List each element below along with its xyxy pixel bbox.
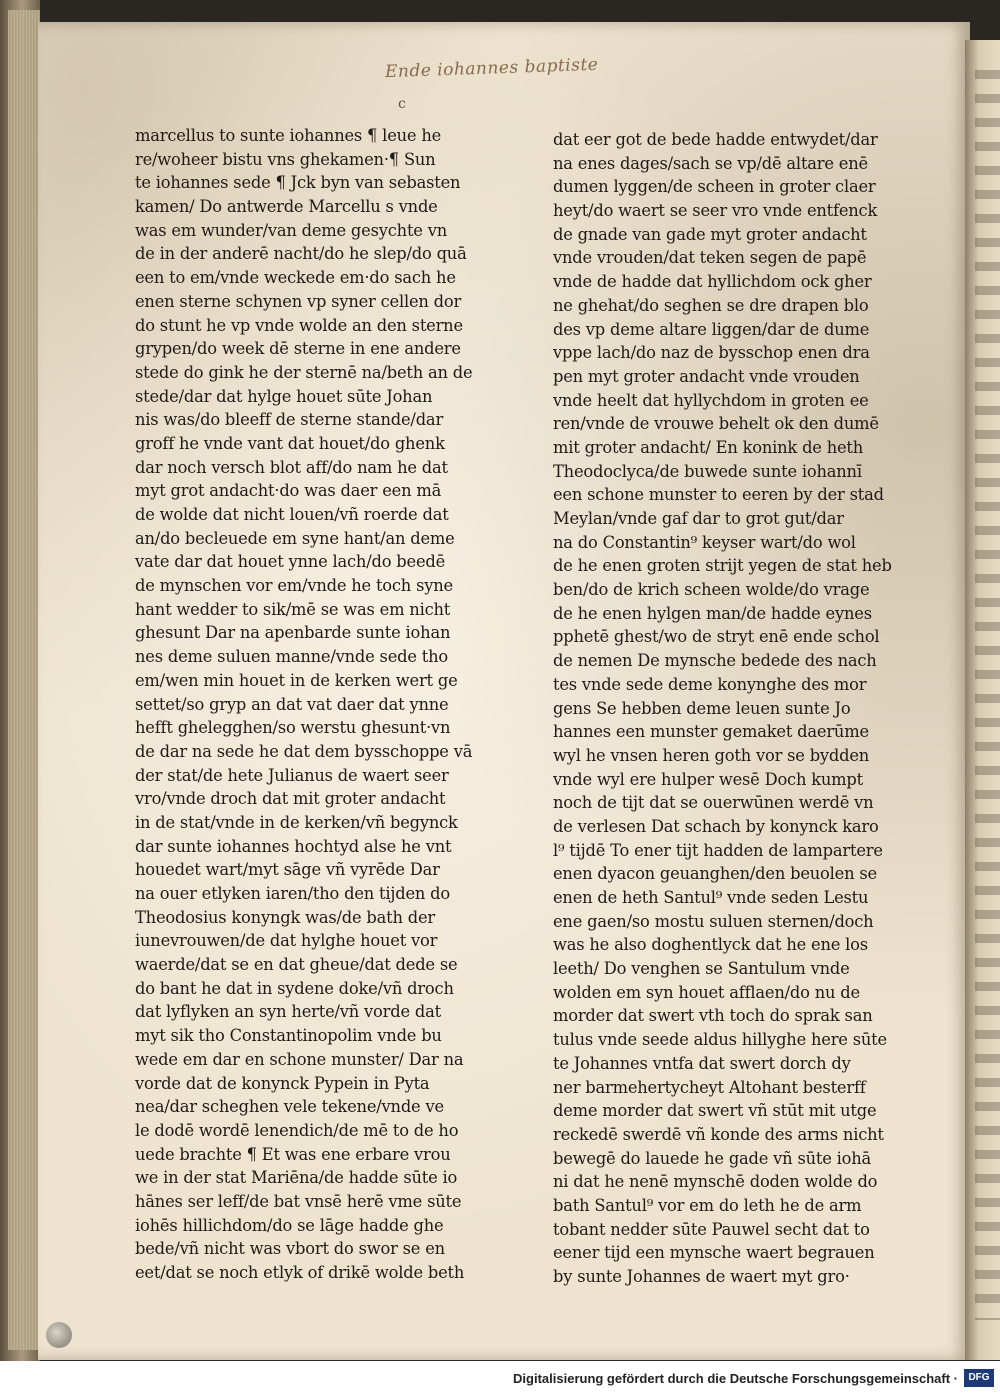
text-line: ene gaen/so mostu suluen sternen/doch	[553, 911, 874, 931]
text-line: le dodē wordē lenendich/de mē to de ho	[135, 1120, 459, 1140]
text-line: de nemen De mynsche bedede des nach	[553, 651, 877, 671]
text-line: de mynschen vor em/vnde he toch syne	[135, 576, 453, 596]
text-line: hannes een munster gemaket daerūme	[553, 722, 869, 742]
text-line: na enes dages/sach se vp/dē altare enē	[553, 153, 868, 173]
text-line: na ouer etlyken iaren/tho den tijden do	[135, 884, 450, 903]
text-line: tulus vnde seede aldus hillyghe here sūte	[553, 1030, 887, 1050]
text-line: iohēs hillichdom/do se lāge hadde ghe	[135, 1215, 444, 1235]
text-line: pphetē ghest/wo de stryt enē ende schol	[553, 627, 880, 647]
text-line: bath Santul⁹ vor em do leth he de arm	[553, 1195, 862, 1215]
text-line: vnde wyl ere hulper wesē Doch kumpt	[553, 769, 863, 789]
text-line: in de stat/vnde in de kerken/vñ begynck	[135, 812, 458, 832]
text-line: een schone munster to eeren by der stad	[553, 485, 884, 505]
text-line: bede/vñ nicht was vbort do swor se en	[135, 1239, 445, 1259]
text-line: een to em/vnde weckede em·do sach he	[135, 268, 456, 288]
text-line: stede/dar dat hylge houet sūte Johan	[135, 386, 433, 406]
text-line: tes vnde sede deme konynghe des mor	[553, 674, 867, 694]
text-line: Theodoclyca/de buwede sunte iohannī	[553, 461, 862, 481]
text-line: myt grot andacht·do was daer een mā	[135, 481, 442, 501]
text-line: vate dar dat houet ynne lach/do beedē	[135, 552, 446, 572]
text-line: we in der stat Mariēna/de hadde sūte io	[135, 1168, 458, 1188]
text-line: leeth/ Do venghen se Santulum vnde	[553, 959, 850, 979]
text-line: gens Se hebben deme leuen sunte Jo	[553, 698, 851, 718]
text-line: ghesunt Dar na apenbarde sunte iohan	[135, 623, 451, 643]
text-line: pen myt groter andacht vnde vrouden	[553, 366, 860, 386]
dfg-logo: DFG	[964, 1369, 994, 1387]
text-line: eet/dat se noch etlyk of drikē wolde beth	[135, 1263, 465, 1282]
text-line: kamen/ Do antwerde Marcellu s vnde	[135, 197, 438, 217]
text-line: dumen lyggen/de scheen in groter claer	[553, 177, 876, 197]
text-line: te iohannes sede ¶ Jck byn van sebasten	[135, 173, 461, 193]
text-line: vro/vnde droch dat mit groter andacht	[135, 789, 446, 809]
text-line: enen sterne schynen vp syner cellen dor	[135, 291, 462, 311]
text-line: uede brachte ¶ Et was ene erbare vrou	[135, 1144, 451, 1164]
text-line: was em wunder/van deme gesychte vn	[135, 220, 447, 240]
text-line: wolden em syn houet afflaen/do nu de	[553, 982, 860, 1002]
text-line: vnde vrouden/dat teken segen de papē	[553, 248, 867, 268]
text-line: was he also doghentlyck dat he ene los	[553, 935, 868, 955]
footer-band	[0, 1361, 1000, 1393]
text-line: der stat/de hete Julianus de waert seer	[135, 765, 449, 785]
text-line: stede do gink he der sternē na/beth an de	[135, 362, 473, 382]
text-line: de gnade van gade myt groter andacht	[553, 224, 867, 244]
text-line: by sunte Johannes de waert myt gro·	[553, 1267, 850, 1286]
text-line: em/wen min houet in de kerken wert ge	[135, 670, 458, 690]
text-line: heyt/do waert se seer vro vnde entfenck	[553, 201, 878, 221]
text-line: nis was/do bleeff de sterne stande/dar	[135, 410, 444, 430]
text-line: ben/do de krich scheen wolde/do vrage	[553, 580, 870, 600]
text-line: settet/so gryp an dat vat daer dat ynne	[135, 694, 449, 714]
text-line: nea/dar scheghen vele tekene/vnde ve	[135, 1097, 444, 1117]
text-line: vnde de hadde dat hyllichdom ock gher	[553, 272, 872, 292]
text-line: vorde dat de konynck Pypein in Pyta	[135, 1073, 430, 1093]
text-line: morder dat swert vth toch do sprak san	[553, 1006, 873, 1026]
pilcrow-mark: c	[398, 96, 406, 112]
text-line: des vp deme altare liggen/dar de dume	[553, 319, 870, 339]
text-line: an/do becleuede em syne hant/an deme	[135, 528, 455, 548]
text-line: noch de tijt dat se ouerwūnen werdē vn	[553, 793, 874, 813]
text-line: re/woheer bistu vns ghekamen·¶ Sun	[135, 149, 436, 169]
text-line: ne ghehat/do seghen se dre drapen blo	[553, 295, 869, 315]
text-line: dar sunte iohannes hochtyd alse he vnt	[135, 836, 452, 856]
text-line: grypen/do week dē sterne in ene andere	[135, 339, 461, 359]
text-line: de wolde dat nicht louen/vñ roerde dat	[135, 505, 449, 524]
text-line: Meylan/vnde gaf dar to grot gut/dar	[553, 509, 844, 528]
text-line: de dar na sede he dat dem bysschoppe vā	[135, 741, 473, 761]
text-line: waerde/dat se en dat gheue/dat dede se	[135, 955, 458, 975]
text-line: myt sik tho Constantinopolim vnde bu	[135, 1026, 442, 1046]
text-line: hānes ser leff/de bat vnsē herē vme sūte	[135, 1191, 462, 1211]
text-line: vnde heelt dat hyllychdom in groten ee	[553, 390, 869, 410]
text-line: dar noch versch blot aff/do nam he dat	[135, 457, 448, 477]
text-line: groff he vnde vant dat houet/do ghenk	[135, 433, 445, 453]
facing-page-text	[975, 70, 1000, 1320]
text-line: marcellus to sunte iohannes ¶ leue he	[135, 126, 442, 145]
text-line: de in der anderē nacht/do he slep/do quā	[135, 244, 467, 264]
text-line: deme morder dat swert vñ stūt mit utge	[553, 1101, 877, 1121]
left-text-column	[135, 124, 497, 1285]
text-line: ren/vnde de vrouwe behelt ok den dumē	[553, 414, 879, 434]
text-line: dat lyflyken an syn herte/vñ vorde dat	[135, 1002, 441, 1022]
text-line: na do Constantin⁹ keyser wart/do wol	[553, 532, 856, 552]
text-line: dat eer got de bede hadde entwydet/dar	[553, 130, 878, 149]
text-line: te Johannes vntfa dat swert dorch dy	[553, 1053, 851, 1073]
text-line: do stunt he vp vnde wolde an den sterne	[135, 315, 463, 335]
text-line: enen dyacon geuanghen/den beuolen se	[553, 864, 877, 884]
text-line: hefft ghelegghen/so werstu ghesunt·vn	[135, 718, 451, 738]
text-line: vppe lach/do naz de bysschop enen dra	[553, 343, 870, 363]
text-line: ni dat he nenē mynschē doden wolde do	[553, 1172, 878, 1192]
footer-credit: Digitalisierung gefördert durch die Deutsche Forschungsgemeinschaft ·	[513, 1371, 958, 1386]
text-line: de verlesen Dat schach by konynck karo	[553, 816, 879, 836]
handwritten-annotation: Ende iohannes baptiste	[384, 54, 599, 83]
text-line: reckedē swerdē vñ konde des arms nicht	[553, 1124, 884, 1144]
page-edge-stack	[8, 10, 40, 1350]
text-line: houedet wart/myt sāge vñ vyrēde Dar	[135, 860, 440, 880]
text-line: de he enen hylgen man/de hadde eynes	[553, 603, 872, 623]
text-line: tobant nedder sūte Pauwel secht dat to	[553, 1219, 870, 1239]
text-line: enen de heth Santul⁹ vnde seden Lestu	[553, 888, 869, 907]
text-line: nes deme suluen manne/vnde sede tho	[135, 647, 448, 667]
right-text-column	[553, 128, 919, 1289]
text-line: wyl he vnsen heren goth vor se bydden	[553, 745, 870, 765]
text-line: do bant he dat in sydene doke/vñ droch	[135, 978, 454, 998]
text-line: Theodosius konyngk was/de bath der	[135, 907, 435, 927]
text-line: mit groter andacht/ En konink de heth	[553, 437, 864, 457]
text-line: iunevrouwen/de dat hylghe houet vor	[135, 931, 438, 951]
binding-clip-icon	[46, 1322, 72, 1348]
text-line: de he enen groten strijt yegen de stat heb	[553, 556, 892, 576]
text-line: ner barmehertycheyt Altohant besterff	[553, 1077, 866, 1097]
text-line: wede em dar en schone munster/ Dar na	[135, 1049, 464, 1069]
text-line: bewegē do lauede he gade vñ sūte iohā	[553, 1148, 872, 1168]
text-line: hant wedder to sik/mē se was em nicht	[135, 599, 451, 619]
text-line: eener tijd een mynsche waert begrauen	[553, 1243, 875, 1263]
text-line: l⁹ tijdē To ener tijt hadden de lampartere	[553, 840, 883, 860]
